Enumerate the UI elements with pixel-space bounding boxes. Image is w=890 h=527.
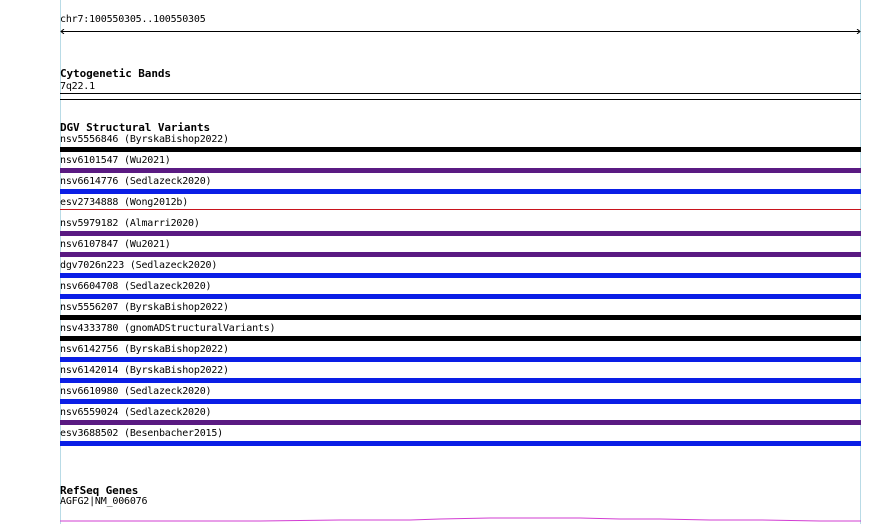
- dgv-variant-bar[interactable]: [60, 273, 861, 278]
- refseq-gene-label[interactable]: AGFG2|NM_006076: [60, 496, 148, 507]
- dgv-variant-bar[interactable]: [60, 147, 861, 152]
- dgv-variant-row[interactable]: [60, 386, 861, 407]
- dgv-variant-label[interactable]: nsv4333780 (gnomADStructuralVariants): [60, 323, 276, 334]
- dgv-variant-row[interactable]: [60, 134, 861, 155]
- cytogenetic-track-divider: [60, 99, 861, 100]
- dgv-variant-label[interactable]: dgv7026n223 (Sedlazeck2020): [60, 260, 218, 271]
- cytogenetic-band-label[interactable]: 7q22.1: [60, 81, 95, 92]
- dgv-variant-row[interactable]: [60, 218, 861, 239]
- dgv-variant-label[interactable]: nsv5556846 (ByrskaBishop2022): [60, 134, 229, 145]
- dgv-variant-row[interactable]: [60, 407, 861, 428]
- dgv-variant-row[interactable]: [60, 176, 861, 197]
- dgv-variant-row[interactable]: [60, 365, 861, 386]
- dgv-variant-label[interactable]: nsv6142014 (ByrskaBishop2022): [60, 365, 229, 376]
- dgv-variant-bar[interactable]: [60, 168, 861, 173]
- dgv-variant-bar[interactable]: [60, 336, 861, 341]
- dgv-variant-label[interactable]: nsv6614776 (Sedlazeck2020): [60, 176, 212, 187]
- dgv-variant-row[interactable]: [60, 323, 861, 344]
- dgv-track-title: DGV Structural Variants: [60, 121, 211, 134]
- dgv-variant-label[interactable]: nsv6101547 (Wu2021): [60, 155, 171, 166]
- dgv-variant-bar[interactable]: [60, 420, 861, 425]
- dgv-variant-row[interactable]: [60, 155, 861, 176]
- dgv-variant-label[interactable]: nsv6142756 (ByrskaBishop2022): [60, 344, 229, 355]
- dgv-variant-row[interactable]: [60, 302, 861, 323]
- dgv-variant-bar[interactable]: [60, 399, 861, 404]
- region-ruler[interactable]: [60, 30, 861, 33]
- dgv-variant-label[interactable]: nsv6107847 (Wu2021): [60, 239, 171, 250]
- dgv-variant-row[interactable]: [60, 428, 861, 449]
- dgv-variant-label[interactable]: nsv6610980 (Sedlazeck2020): [60, 386, 212, 397]
- dgv-variant-label[interactable]: esv2734888 (Wong2012b): [60, 197, 189, 208]
- dgv-variant-row[interactable]: [60, 260, 861, 281]
- region-coordinates: chr7:100550305..100550305: [60, 14, 206, 25]
- dgv-variant-label[interactable]: nsv6604708 (Sedlazeck2020): [60, 281, 212, 292]
- dgv-variant-label[interactable]: nsv5979182 (Almarri2020): [60, 218, 200, 229]
- dgv-variant-bar[interactable]: [60, 378, 861, 383]
- dgv-variant-row[interactable]: [60, 281, 861, 302]
- dgv-variant-label[interactable]: nsv5556207 (ByrskaBishop2022): [60, 302, 229, 313]
- dgv-variant-bar[interactable]: [60, 209, 861, 210]
- dgv-variant-label[interactable]: nsv6559024 (Sedlazeck2020): [60, 407, 212, 418]
- dgv-variant-bar[interactable]: [60, 231, 861, 236]
- cytogenetic-bands-title: Cytogenetic Bands: [60, 67, 171, 80]
- dgv-variant-bar[interactable]: [60, 315, 861, 320]
- dgv-variant-bar[interactable]: [60, 441, 861, 446]
- dgv-variant-row[interactable]: [60, 239, 861, 260]
- refseq-gene-feature[interactable]: [60, 508, 861, 514]
- dgv-variant-bar[interactable]: [60, 357, 861, 362]
- dgv-variant-bar[interactable]: [60, 189, 861, 194]
- dgv-variant-row[interactable]: [60, 197, 861, 218]
- cytogenetic-band-feature[interactable]: [60, 93, 861, 94]
- dgv-variant-row[interactable]: [60, 344, 861, 365]
- dgv-variant-bar[interactable]: [60, 252, 861, 257]
- dgv-variant-label[interactable]: esv3688502 (Besenbacher2015): [60, 428, 223, 439]
- refseq-genes-title: RefSeq Genes: [60, 484, 139, 497]
- dgv-variant-bar[interactable]: [60, 294, 861, 299]
